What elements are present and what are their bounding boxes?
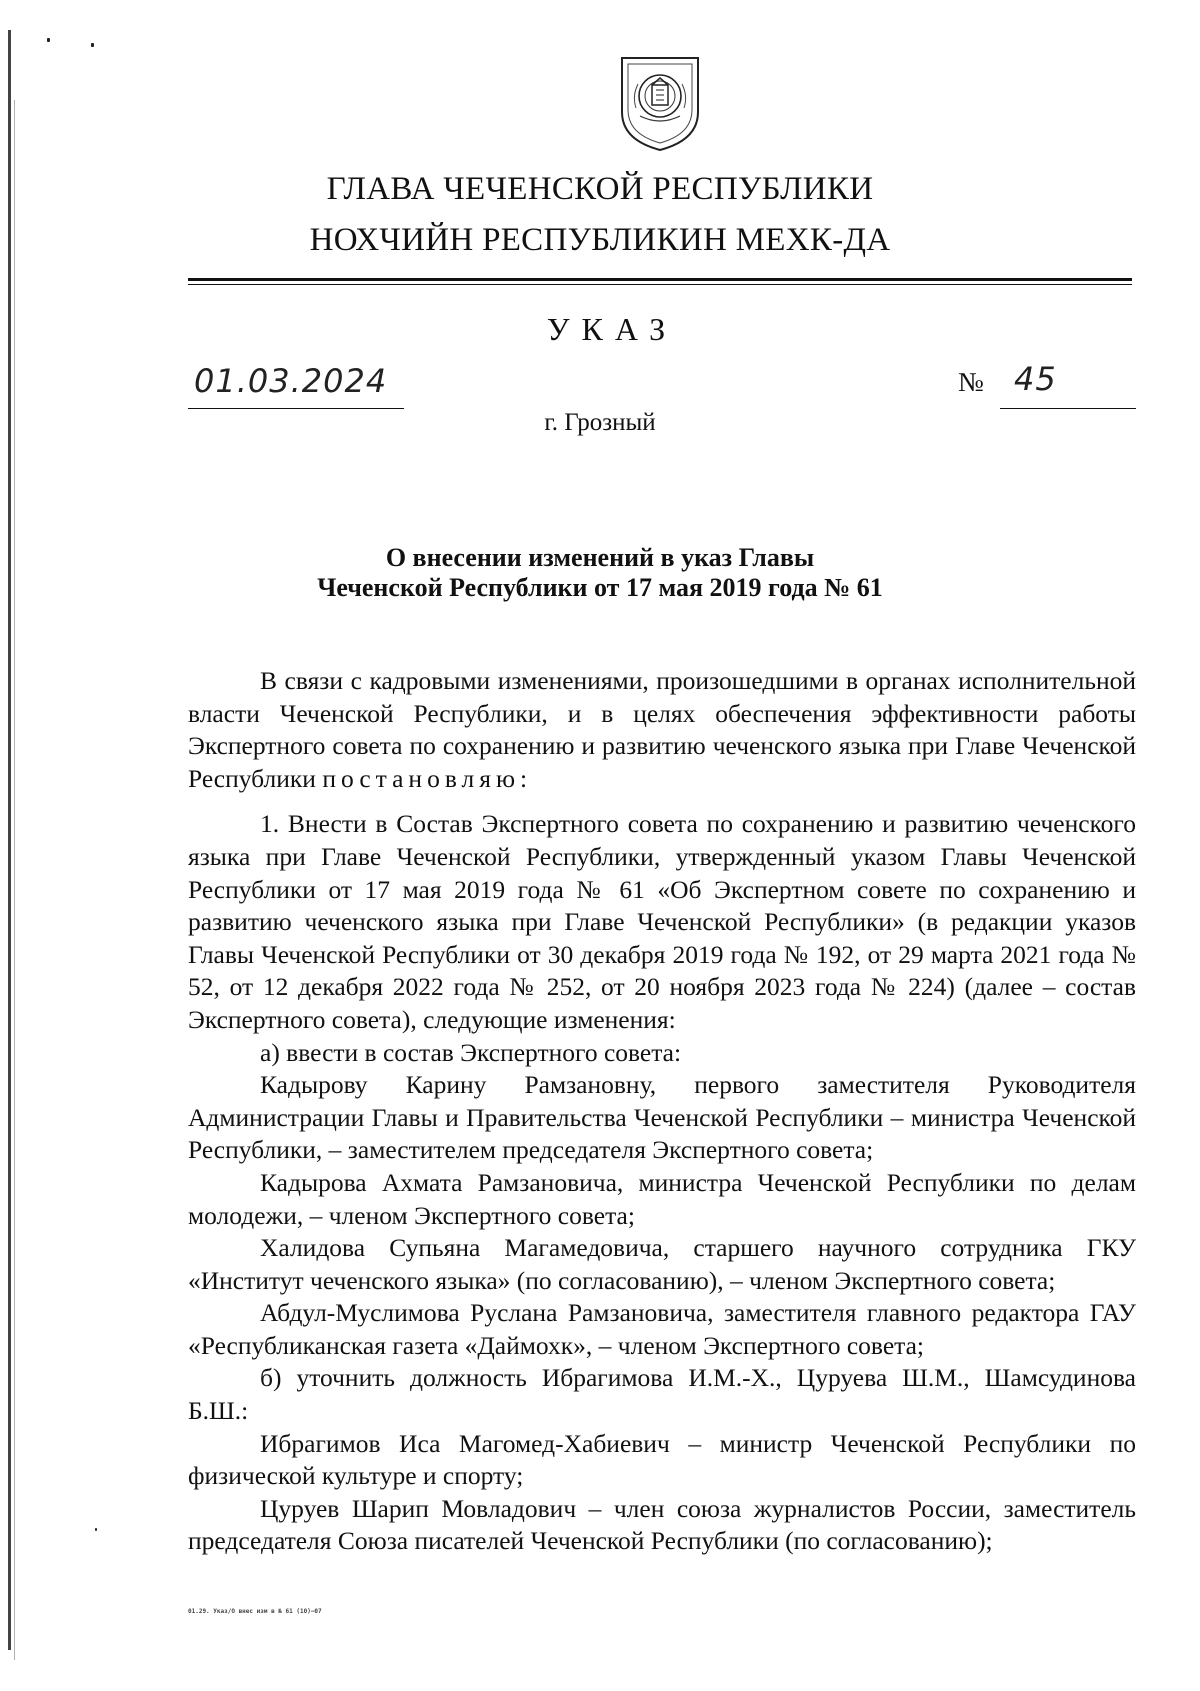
scan-edge-mark xyxy=(8,30,11,1650)
header-divider-thick xyxy=(188,278,1132,281)
issuer-title-chechen: НОХЧИЙН РЕСПУБЛИКИН МЕХК-ДА xyxy=(309,222,891,258)
decree-body xyxy=(188,665,1136,1558)
decree-date: 01.03.2024 xyxy=(194,362,388,400)
preamble-text: В связи с кадровыми изменениями, произошедшими в органах исполнительной власти Чеченской Республики, и в целях обеспечения эффективности работы Экспертного совета по сохранению и развитию чеченского языка при Главе Чеченской Республики xyxy=(188,666,1136,793)
document-file-code: 01.29. Указ/О внес изм в № 61 (10)—07 xyxy=(188,1608,322,1615)
operative-word: постановляю xyxy=(322,763,521,793)
header-divider-thin xyxy=(188,284,1132,285)
subject-line: Чеченской Республики от 17 мая 2019 года № 61 xyxy=(317,573,883,602)
scan-speck xyxy=(47,38,50,42)
decree-subject xyxy=(0,543,1200,603)
scan-speck xyxy=(91,43,94,47)
body-paragraph: Ибрагимов Иса Магомед-Хабиевич – министр Чеченской Республики по физической культуре и спорту; xyxy=(188,1428,1136,1491)
subject-line: О внесении изменений в указ Главы xyxy=(385,543,815,572)
body-paragraph: б) уточнить должность Ибрагимова И.М.-Х., Цуруева Ш.М., Шамсудинова Б.Ш.: xyxy=(188,1363,1136,1426)
scan-speck xyxy=(95,1528,97,1531)
document-type-title: УКАЗ xyxy=(546,311,678,347)
issue-city: г. Грозный xyxy=(544,409,656,436)
coat-of-arms-emblem xyxy=(618,52,702,152)
body-paragraph: Абдул-Муслимова Руслана Рамзановича, заместителя главного редактора ГАУ «Республиканская газета «Даймохк», – членом Экспертного совета; xyxy=(188,1298,1136,1360)
body-paragraph: Цуруев Шарип Мовладович – член союза журналистов России, заместитель председателя Союза писателей Чеченской Республики (по согласованию); xyxy=(188,1493,1136,1556)
body-paragraph: Кадырова Ахмата Рамзановича, министра Чеченской Республики по делам молодежи, – членом Экспертного совета; xyxy=(188,1167,1136,1230)
decree-number-field xyxy=(1000,358,1136,409)
issuer-title: ГЛАВА ЧЕЧЕНСКОЙ РЕСПУБЛИКИ xyxy=(326,171,874,207)
body-paragraph: Кадырову Карину Рамзановну, первого заместителя Руководителя Администрации Главы и Правительства Чеченской Республики – министра Чеченской Республики, – заместителем председателя Экспертного совета; xyxy=(188,1070,1136,1165)
body-paragraph: а) ввести в состав Экспертного совета: xyxy=(260,1037,682,1067)
decree-date-field xyxy=(188,358,404,409)
body-paragraph: 1. Внести в Состав Экспертного совета по сохранению и развитию чеченского языка при Главе Чеченской Республики, утвержденный указом Главы Чеченской Республики от 17 мая 2019 года № 61 «Об Экспертном совете по сохранению и развитию чеченского языка при Главе Чеченской Республики» (в редакции указов Главы Чеченской Республики от 30 декабря 2019 года № 192, от 29 марта 2021 года № 52, от 12 декабря 2022 года № 252, от 20 ноября 2023 года № 224) (далее – состав Экспертного совета), следующие изменения: xyxy=(188,809,1136,1034)
decree-number: 45 xyxy=(1014,360,1057,398)
preamble-end: : xyxy=(520,763,528,793)
preamble-paragraph xyxy=(188,665,1136,795)
number-sign: № xyxy=(958,367,984,397)
body-paragraph: Халидова Супьяна Магамедовича, старшего научного сотрудника ГКУ «Институт чеченского языка» (по согласованию), – членом Экспертного совета; xyxy=(188,1233,1136,1295)
